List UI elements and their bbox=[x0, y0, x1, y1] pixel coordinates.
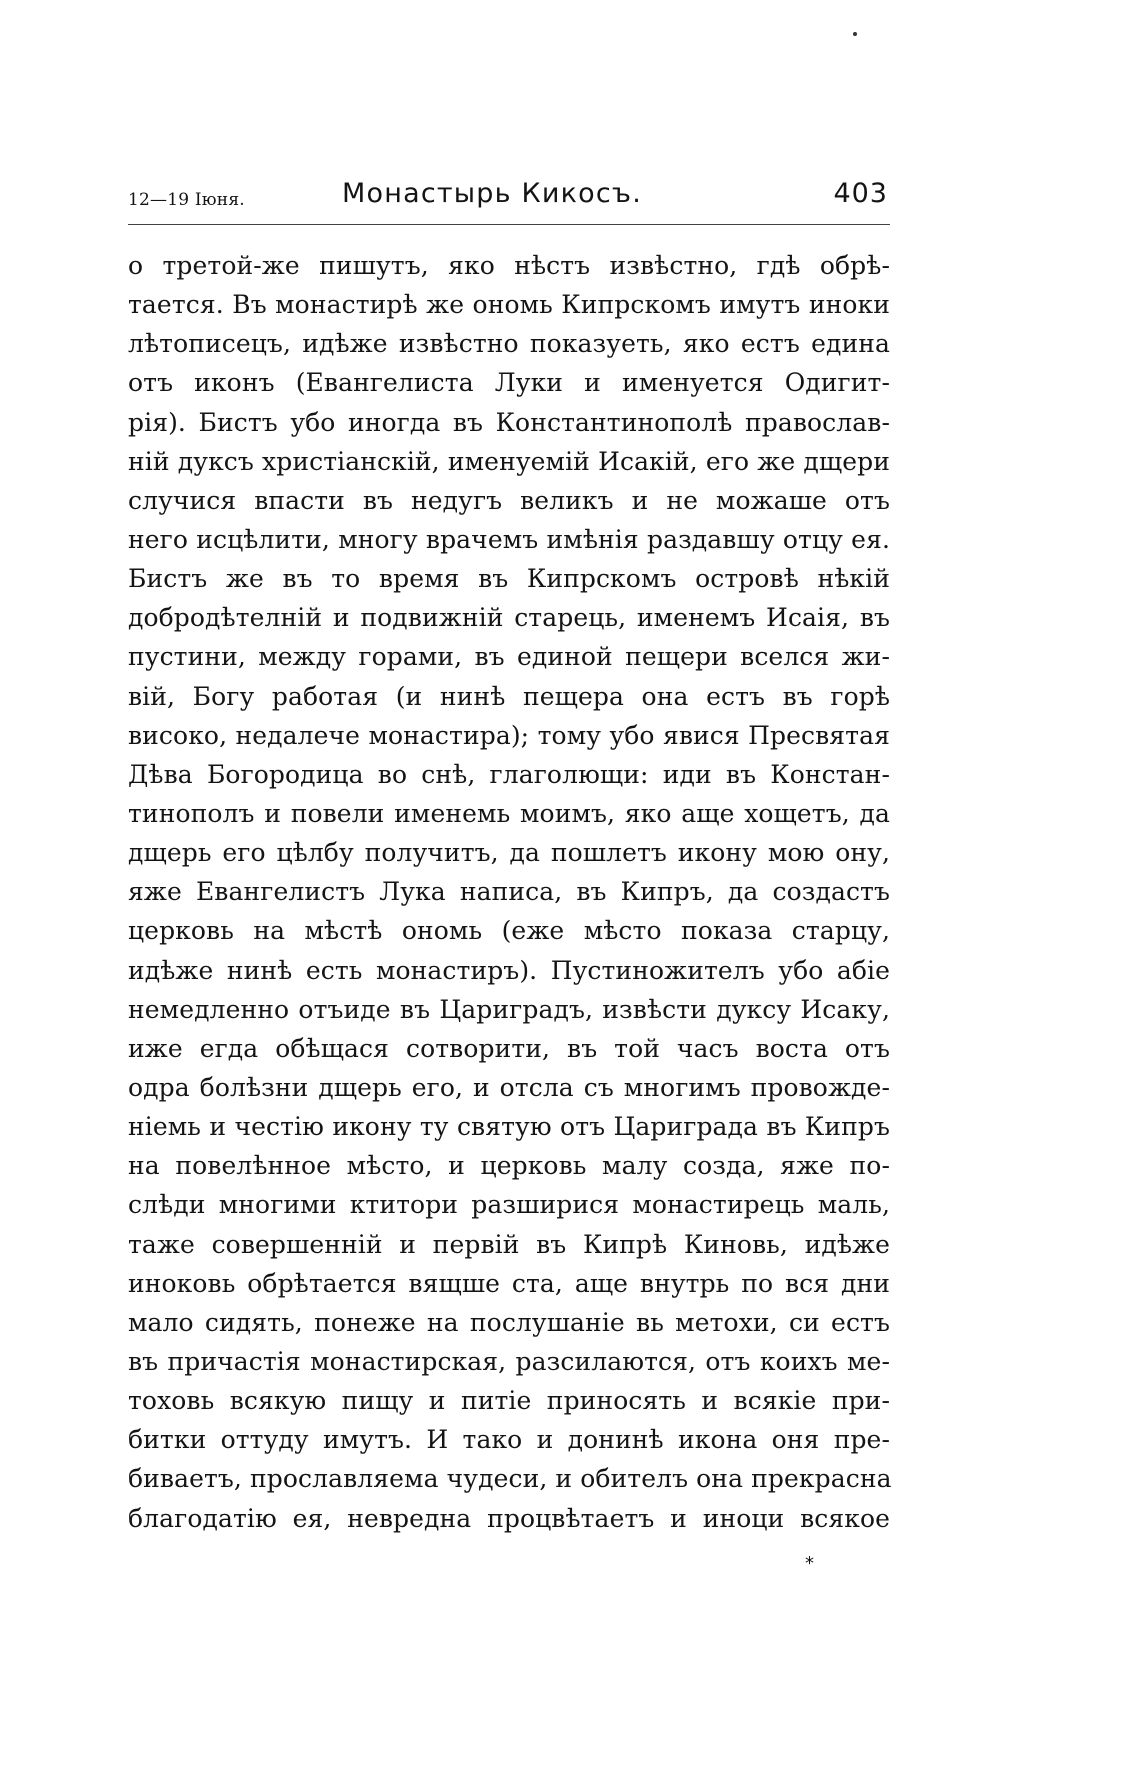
text-line: Дѣва Богородица во снѣ, глаголющи: иди въ Констан- bbox=[128, 759, 890, 789]
text-line: яже Евангелистъ Лука написа, въ Кипръ, да создастъ bbox=[128, 877, 890, 907]
text-line: иноковь обрѣтается вящше ста, аще внутрь по вся дни bbox=[128, 1268, 890, 1298]
text-line: таже совершенній и первій въ Кипрѣ Киновь, идѣже bbox=[128, 1229, 890, 1259]
text-line: добродѣтелній и подвижній старець, именемъ Исаія, въ bbox=[128, 603, 890, 633]
text-line: него исцѣлити, многу врачемъ имѣнія раздавшу отцу ея. bbox=[128, 524, 890, 554]
text-line: отъ иконъ (Евангелиста Луки и именуется Одигит- bbox=[128, 368, 890, 398]
text-line: въ причастія монастирская, разсилаются, отъ коихъ ме- bbox=[128, 1346, 890, 1376]
text-line: ніемь и честію икону ту святую отъ Цариграда въ Кипръ bbox=[128, 1112, 890, 1142]
scan-speck bbox=[853, 32, 857, 36]
text-line: иже егда обѣщася сотворити, въ той часъ воста отъ bbox=[128, 1033, 890, 1063]
text-line: вій, Богу работая (и нинѣ пещера она естъ въ горѣ bbox=[128, 681, 890, 711]
text-line: благодатію ея, невредна процвѣтаетъ и иноци всякое bbox=[128, 1503, 890, 1533]
text-line: биваетъ, прославляема чудеси, и обителъ она прекрасна bbox=[128, 1464, 892, 1494]
running-head bbox=[128, 178, 890, 218]
text-line: ній дуксъ христіанскій, именуемій Исакій, его же дщери bbox=[128, 446, 890, 476]
text-line: случися впасти въ недугъ великъ и не можаше отъ bbox=[128, 485, 890, 515]
text-line: тинополъ и повели именемь моимъ, яко аще хощетъ, да bbox=[128, 798, 890, 828]
text-line: рія). Бистъ убо иногда въ Константинополѣ православ- bbox=[128, 407, 890, 437]
text-line: немедленно отъиде въ Цариградъ, извѣсти дуксу Исаку, bbox=[128, 994, 890, 1024]
text-line: лѣтописецъ, идѣже извѣстно показуеть, яко естъ едина bbox=[128, 329, 890, 359]
text-line: идѣже нинѣ есть монастиръ). Пустиножителъ убо абіе bbox=[128, 955, 890, 985]
text-line: високо, недалече монастира); тому убо явися Пресвятая bbox=[128, 720, 890, 750]
text-line: пустини, между горами, въ единой пещери вселся жи- bbox=[128, 642, 890, 672]
signature-mark: * bbox=[805, 1553, 814, 1574]
text-line: на повелѣнное мѣсто, и церковь малу созда, яже по- bbox=[128, 1151, 890, 1181]
text-line: Бистъ же въ то время въ Кипрскомъ островѣ нѣкій bbox=[128, 564, 890, 594]
running-head-title: Монастырь Кикосъ. bbox=[342, 178, 642, 209]
text-line: слѣди многими ктитори разширися монастирець маль, bbox=[128, 1190, 890, 1220]
text-line: мало сидять, понеже на послушаніе вь метохи, си естъ bbox=[128, 1307, 890, 1337]
text-line: дщерь его цѣлбу получитъ, да пошлетъ икону мою ону, bbox=[128, 838, 890, 868]
text-line: тается. Въ монастирѣ же ономь Кипрскомъ имутъ иноки bbox=[128, 290, 890, 320]
text-line: о третой-же пишутъ, яко нѣстъ извѣстно, гдѣ обрѣ- bbox=[128, 251, 890, 280]
text-line: одра болѣзни дщерь его, и отсла съ многимъ провожде- bbox=[128, 1072, 890, 1102]
header-rule bbox=[128, 224, 890, 225]
text-line: битки оттуду имутъ. И тако и донинѣ икона оня пре- bbox=[128, 1425, 890, 1455]
running-head-date: 12—19 Іюня. bbox=[128, 190, 245, 210]
page-number: 403 bbox=[833, 178, 888, 209]
body-text bbox=[128, 246, 890, 1538]
text-line: тоховь всякую пищу и питіе приносять и всякіе при- bbox=[128, 1386, 890, 1416]
text-line: церковь на мѣстѣ ономь (еже мѣсто показа старцу, bbox=[128, 916, 890, 946]
